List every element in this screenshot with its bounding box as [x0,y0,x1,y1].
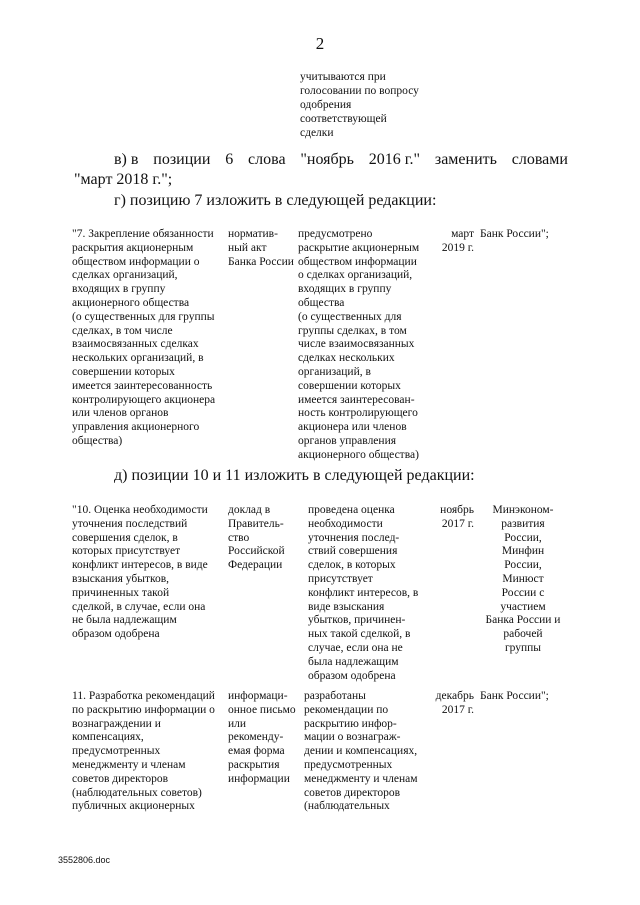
word: в) в [114,151,139,168]
row10-result [308,504,428,683]
text-line: нескольких организаций, в [72,352,204,365]
row7-responsible [480,228,580,242]
text-line: онное письмо [228,703,296,716]
text-line: норматив- [228,228,278,240]
text-line: числе взаимосвязанных [298,338,415,351]
text-line: была надлежащим [308,655,399,668]
text-line: декабрь [435,690,474,702]
row10-document-type [228,504,298,573]
text-line: предусмотренных [304,758,393,771]
text-line: необходимости [308,517,383,530]
word: слова [248,151,286,168]
text-line: мации о вознаграж- [304,731,401,744]
row11-deadline [424,690,474,718]
text-line: совершении которых [72,365,175,378]
text-line: обществом информации о [72,255,200,268]
text-line: органов управления [298,434,397,447]
text-line: информаци- [228,690,288,702]
text-line: причиненных такой [72,586,170,599]
text-line: соответствующей [300,113,387,125]
text-line: Банка России и [485,614,561,627]
text-line: или [228,717,247,730]
text-line: раскрытия [228,758,280,771]
row11-result [304,690,428,814]
item-v-line1 [114,150,568,169]
text-line: конфликт интересов, в виде [72,559,208,572]
word: "ноябрь [300,151,354,168]
text-line: образом одобрена [308,669,396,682]
text-line: разработаны [304,690,366,702]
file-name: 3552806.doc [58,855,111,865]
text-line: март [451,228,474,240]
text-line: Банк России"; [480,228,549,240]
text-line: 2017 г. [441,517,474,530]
text-line: акционерного общества) [298,448,419,461]
text-line: рабочей [503,628,543,641]
text-line: раскрытию инфор- [304,717,397,730]
text-line: имеется заинтересованность [72,379,213,392]
row10-responsible [480,504,566,656]
word: позиции [153,151,211,168]
text-line: входящих в группу [298,283,392,296]
row10-deadline [430,504,474,532]
text-line: советов директоров [72,772,169,785]
text-line: о сделках организаций, [298,269,413,282]
text-line: общества [298,296,345,309]
row7-description [72,228,230,449]
text-line: ность контролирующего [298,407,418,420]
text-line: (о существенных для группы [72,310,215,323]
item-d: д) позиции 10 и 11 изложить в следующей редакции: [114,467,475,484]
text-line: Минфин [501,545,545,558]
text-line: образом одобрена [72,628,160,641]
text-line: Минэконом- [492,504,554,516]
word: заменить [434,151,497,168]
text-line: предусмотренных [72,745,161,758]
text-line: уточнения послед- [308,531,400,544]
text-line: России с [501,586,545,599]
text-line: "7. Закрепление обязанности [72,228,214,240]
text-line: Правитель- [228,517,284,530]
text-line: (о существенных для [298,310,402,323]
text-line: присутствует [308,572,373,585]
text-line: одобрения [300,99,352,111]
text-line: дении и компенсациях, [304,745,418,758]
item-v-line2: "март 2018 г."; [74,171,173,188]
text-line: компенсациях, [72,731,144,744]
text-line: ных такой сделкой, в [308,628,411,641]
text-line: взаимосвязанных сделках [72,338,199,351]
text-line: менеджменту и членам [304,772,418,785]
text-line: Минюст [502,572,544,585]
text-line: сделок, в которых [308,559,396,572]
text-line: развития [501,517,545,530]
text-line: виде взыскания [308,600,385,613]
text-line: акционера или членов [298,421,407,434]
text-line: 11. Разработка рекомендаций [72,690,215,702]
page-number: 2 [315,34,325,53]
text-line: общества) [72,434,123,447]
text-line: Банка России [228,255,294,268]
text-line: доклад в [228,504,271,516]
text-line: имеется заинтересован- [298,393,415,406]
text-line: не была надлежащим [72,614,177,627]
text-line: информации [228,772,290,785]
text-line: Российской [228,545,285,558]
text-line: "10. Оценка необходимости [72,504,208,516]
text-line: голосовании по вопросу [300,85,419,97]
row7-result [298,228,428,463]
text-line: вознаграждении и [72,717,161,730]
row11-document-type [228,690,300,787]
text-line: или членов органов [72,407,169,420]
row11-responsible [480,690,580,704]
text-line: убытков, причинен- [308,614,406,627]
text-line: конфликт интересов, в [308,586,419,599]
text-line: предусмотрено [298,228,373,240]
text-line: (наблюдательных [304,800,390,813]
text-line: России, [504,559,542,572]
row10-description [72,504,230,642]
text-line: сделках, в том числе [72,324,173,337]
text-line: сделках нескольких [298,352,395,365]
top-fragment [300,70,450,140]
text-line: совершении которых [298,379,401,392]
word: 2016 г." [368,151,421,168]
text-line: сделкой, в случае, если она [72,600,206,613]
text-line: взыскания убытков, [72,572,170,585]
item-g: г) позицию 7 изложить в следующей редакции: [114,192,437,209]
text-line: советов директоров [304,786,401,799]
text-line: Федерации [228,559,283,572]
text-line: группы сделках, в том [298,324,407,337]
text-line: менеджменту и членам [72,758,186,771]
word: словами [511,151,568,168]
text-line: раскрытия акционерным [72,241,194,254]
row11-description [72,690,230,814]
text-line: ноябрь [440,504,474,516]
text-line: обществом информации [298,255,417,268]
text-line: контролирующего акционера [72,393,216,406]
text-line: ный акт [228,241,267,254]
text-line: входящих в группу [72,283,166,296]
text-line: сделки [300,127,334,139]
text-line: раскрытие акционерным [298,241,420,254]
text-line: учитываются при [300,71,386,83]
text-line: рекомендации по [304,703,389,716]
text-line: 2017 г. [441,703,474,716]
text-line: по раскрытию информации о [72,703,215,716]
text-line: публичных акционерных [72,800,195,813]
text-line: (наблюдательных советов) [72,786,202,799]
text-line: которых присутствует [72,545,181,558]
text-line: проведена оценка [308,504,395,516]
text-line: организаций, в [298,365,371,378]
text-line: участием [500,600,546,613]
text-line: ство [228,531,250,544]
text-line: Банк России"; [480,690,549,702]
text-line: управления акционерного [72,421,200,434]
text-line: уточнения последствий [72,517,188,530]
text-line: России, [504,531,542,544]
text-line: 2019 г. [441,241,474,254]
text-line: акционерного общества [72,296,190,309]
text-line: случае, если она не [308,641,403,654]
text-line: группы [504,641,542,654]
row7-deadline [434,228,474,256]
text-line: сделках организаций, [72,269,178,282]
text-line: рекоменду- [228,731,284,744]
text-line: ствий совершения [308,545,398,558]
text-line: емая форма [228,745,285,758]
text-line: совершения сделок, в [72,531,178,544]
word: 6 [225,151,234,168]
row7-document-type [228,228,298,269]
